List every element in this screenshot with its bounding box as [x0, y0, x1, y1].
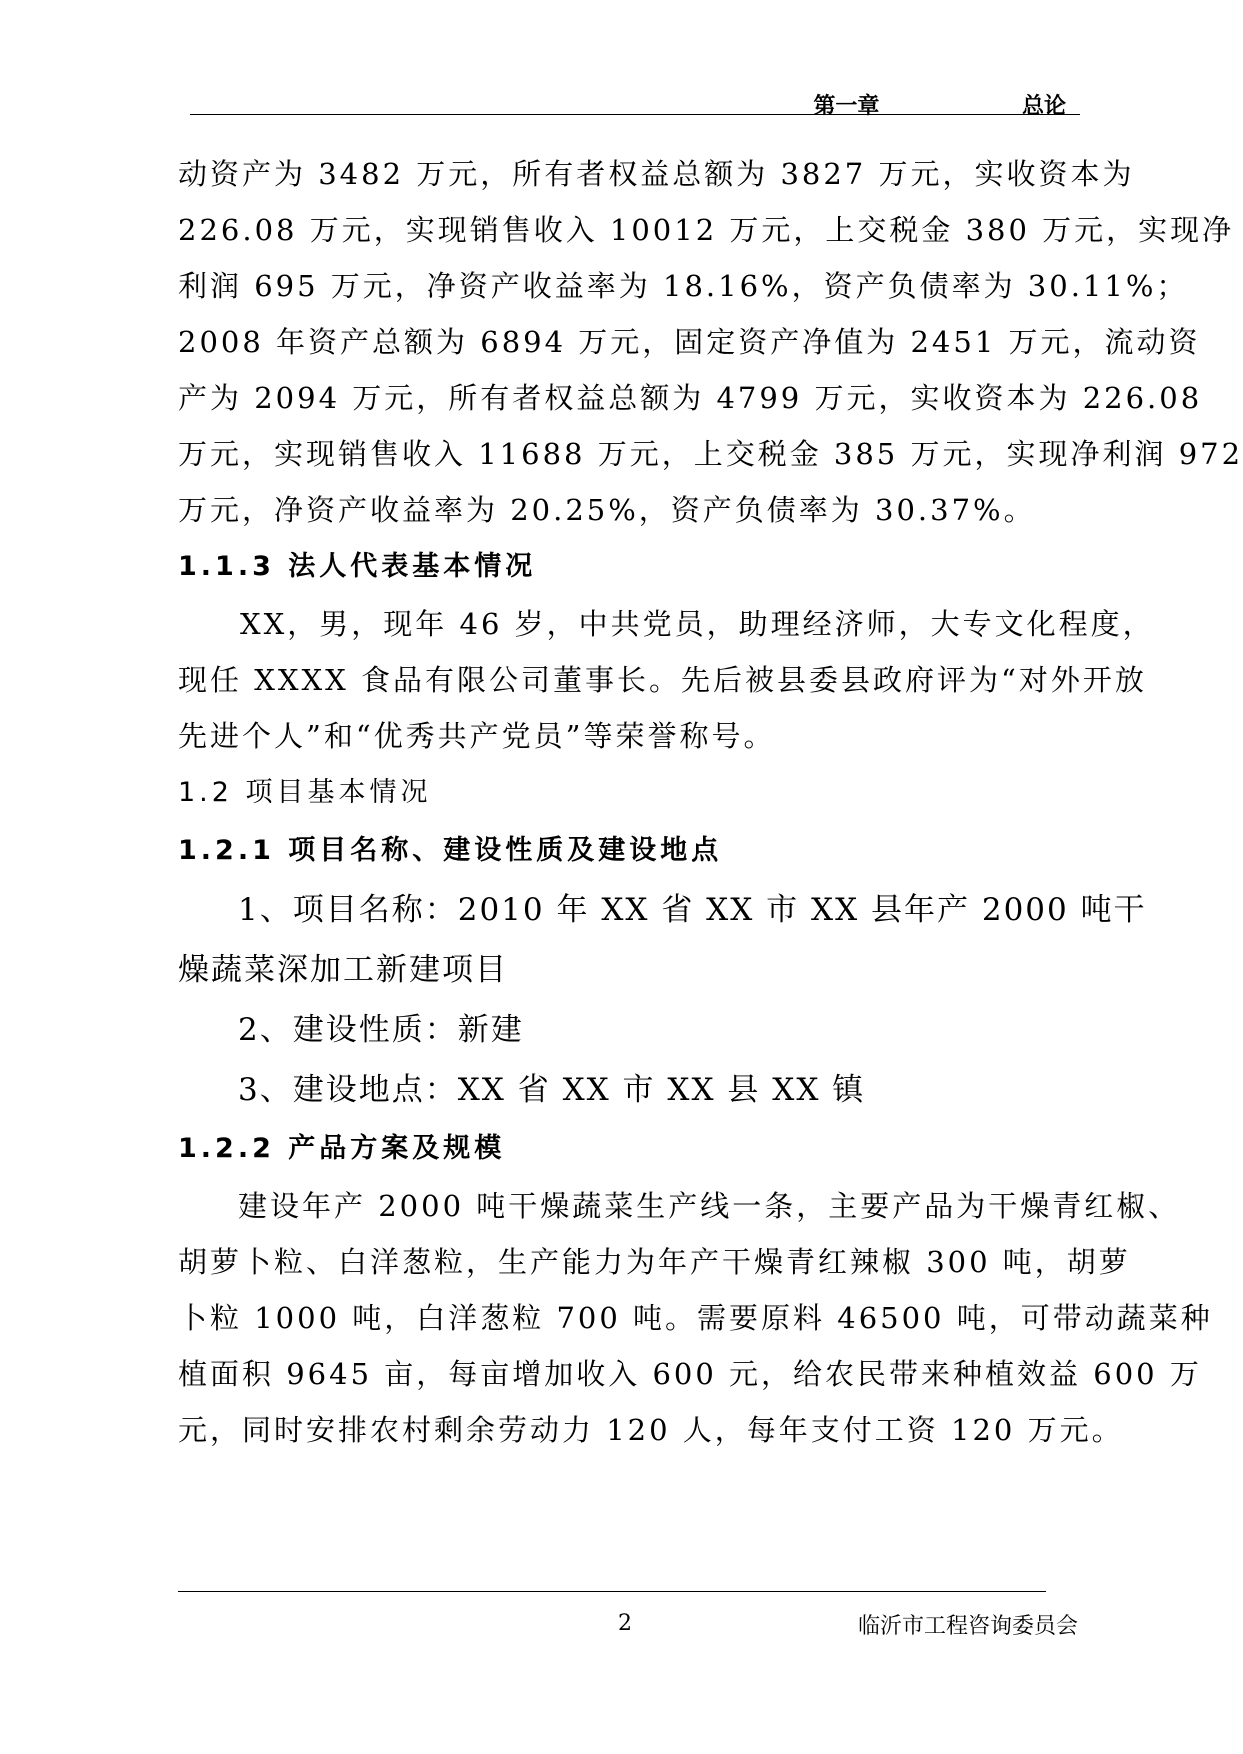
- chapter-title: 第一章 总论: [813, 94, 1066, 119]
- page-header: [190, 85, 1080, 119]
- paragraph-legal-representative: [178, 596, 1155, 764]
- paragraph-product-scale: [178, 1178, 1213, 1458]
- project-name-item: 1、项目名称：2010 年 XX 省 XX 市 XX 县年产 2000 吨干: [238, 892, 1147, 928]
- text-line: 先进个人”和“优秀共产党员”等荣誉称号。: [178, 719, 776, 753]
- paragraph-financials: [178, 146, 1243, 538]
- section-heading-1-2-2: 1.2.2 产品方案及规模: [178, 1133, 506, 1164]
- section-heading-1-1-3: 1.1.3 法人代表基本情况: [178, 551, 537, 582]
- text-line: 植面积 9645 亩，每亩增加收入 600 元，给农民带来种植效益 600 万: [178, 1357, 1202, 1391]
- text-line: 产为 2094 万元，所有者权益总额为 4799 万元，实收资本为 226.08: [178, 381, 1203, 415]
- text-line: 元，同时安排农村剩余劳动力 120 人，每年支付工资 120 万元。: [178, 1413, 1124, 1447]
- text-line: 利润 695 万元，净资产收益率为 18.16%，资产负债率为 30.11%；: [178, 269, 1189, 303]
- construction-location-item: 3、建设地点：XX 省 XX 市 XX 县 XX 镇: [238, 1072, 866, 1108]
- footer-organization: 临沂市工程咨询委员会: [857, 1614, 1078, 1639]
- text-line: 万元，净资产收益率为 20.25%，资产负债率为 30.37%。: [178, 493, 1036, 527]
- page-footer: [178, 1591, 1078, 1651]
- construction-nature-item: 2、建设性质：新建: [238, 1012, 524, 1048]
- header-divider: [190, 114, 1080, 115]
- text-line: 现任 XXXX 食品有限公司董事长。先后被县委县政府评为“对外开放: [178, 663, 1147, 697]
- text-line: 卜粒 1000 吨，白洋葱粒 700 吨。需要原料 46500 吨，可带动蔬菜种: [178, 1301, 1213, 1335]
- section-heading-1-2: 1.2 项目基本情况: [178, 777, 432, 808]
- text-line: 226.08 万元，实现销售收入 10012 万元，上交税金 380 万元，实现净: [178, 213, 1235, 247]
- project-name-item-continued: 燥蔬菜深加工新建项目: [178, 952, 508, 988]
- text-line: 建设年产 2000 吨干燥蔬菜生产线一条，主要产品为干燥青红椒、: [238, 1189, 1181, 1223]
- text-line: XX，男，现年 46 岁，中共党员，助理经济师，大专文化程度，: [240, 607, 1155, 641]
- page-number: 2: [618, 1611, 632, 1636]
- document-body: [178, 146, 1243, 1458]
- text-line: 万元，实现销售收入 11688 万元，上交税金 385 万元，实现净利润 972: [178, 437, 1243, 471]
- footer-divider: [178, 1591, 1046, 1592]
- section-heading-1-2-1: 1.2.1 项目名称、建设性质及建设地点: [178, 835, 723, 866]
- text-line: 胡萝卜粒、白洋葱粒，生产能力为年产干燥青红辣椒 300 吨，胡萝: [178, 1245, 1131, 1279]
- text-line: 2008 年资产总额为 6894 万元，固定资产净值为 2451 万元，流动资: [178, 325, 1201, 359]
- text-line: 动资产为 3482 万元，所有者权益总额为 3827 万元，实收资本为: [178, 157, 1135, 191]
